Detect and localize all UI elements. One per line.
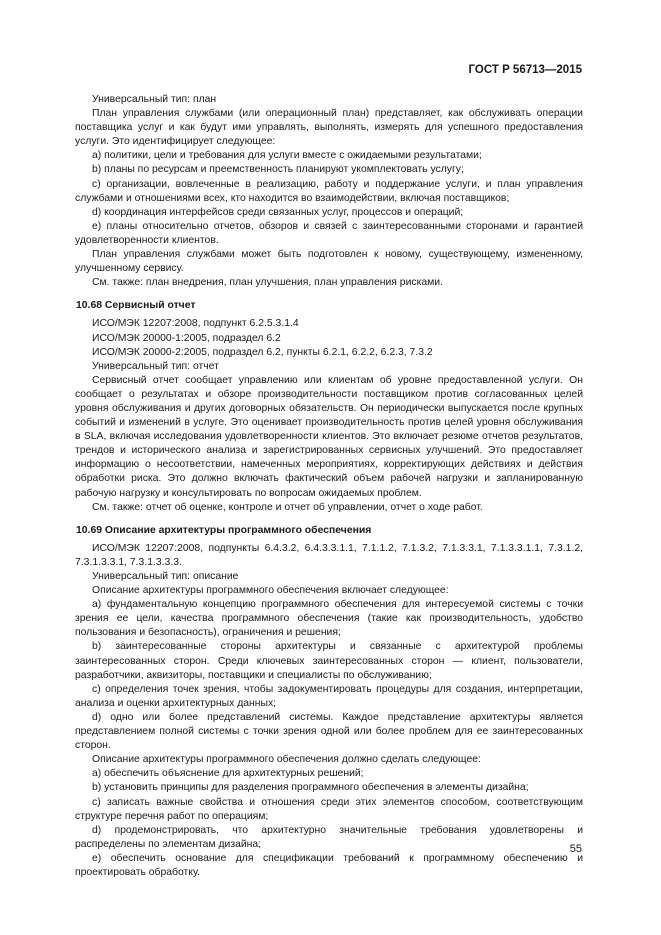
paragraph: Универсальный тип: план — [92, 94, 217, 105]
list-item: d) одно или более представлений системы. Каждое представление архитектуры является представлением полной системы с точки зрения одной или более проблем для ее заинтересованных сторон. — [75, 711, 583, 752]
paragraph: Универсальный тип: отчет — [92, 360, 219, 372]
reference: ИСО/МЭК 12207:2008, подпункты 6.4.3.2, 6.4.3.3.1.1, 7.1.1.2, 7.1.3.2, 7.1.3.3.1, 7.1.3.3.1.1, 7.3.1.2, 7.3.1.3.3.1, 7.3.1.3.3.3. — [75, 542, 583, 568]
document-id-header: ГОСТ Р 56713—2015 — [468, 64, 582, 76]
list-item: c) организации, вовлеченные в реализацию, работу и поддержание услуги, и план управления службами и отношениями всех, кто находится во взаимодействии, включая поставщиков; — [75, 178, 583, 204]
reference: ИСО/МЭК 12207:2008, подпункт 6.2.5.3.1.4 — [92, 318, 299, 330]
section-service-management-plan — [75, 93, 583, 290]
list-item: b) установить принципы для разделения программного обеспечения в элементы дизайна; — [92, 782, 529, 794]
list-item: d) продемонстрировать, что архитектурно значительные требования удовлетворены и распределены по элементам дизайна; — [75, 824, 583, 850]
list-item: a) политики, цели и требования для услуги вместе с ожидаемыми результатами; — [92, 150, 482, 162]
list-item: b) планы по ресурсам и преемственность планируют укомплектовать услугу; — [92, 164, 464, 176]
paragraph: Описание архитектуры программного обеспечения должно сделать следующее: — [92, 754, 481, 766]
list-item: e) обеспечить основание для спецификации требований к программному обеспечению и проектировать обработку. — [75, 852, 583, 878]
page-number: 55 — [569, 843, 582, 855]
section-service-report — [75, 299, 583, 514]
paragraph: Сервисный отчет сообщает управлению или клиентам об уровне предоставленной услуги. Он сообщает о результатах и обзоре производительности поставщиком против согласованных целей уровня обслуживания и других договорных обязательств. Он периодически выпускается после крупных событий и изменений в услуге. Это оценивает производительность против целей уровня обслуживания в SLA, включая исследования удовлетворенности клиентов. Это включает резюме отчетов результатов, трендов и исторического анализа и зарегистрированных сервисных улучшений. Это предоставляет информацию о несоответствии, намеченных мероприятиях, корректирующих действиях и действия обработки риска. Это должно включать фактический объем рабочей нагрузки и запланированную рабочую нагрузку и консультировать по вопросам ожидаемых проблем. — [75, 374, 583, 499]
section-heading: 10.68 Сервисный отчет — [76, 300, 196, 312]
see-also: См. также: отчет об оценке, контроле и отчет об управлении, отчет о ходе работ. — [92, 501, 483, 513]
list-item: b) заинтересованные стороны архитектуры и связанные с архитектурой проблемы заинтересованных сторон. Среди ключевых заинтересованных сторон — клиент, пользователи, разработчики, аквизиторы, поставщики и специалисты по обслуживанию; — [75, 641, 583, 681]
section-software-architecture-description — [75, 524, 583, 880]
see-also: См. также: план внедрения, план улучшения, план управления рисками. — [92, 277, 443, 289]
paragraph: Универсальный тип: описание — [92, 571, 239, 582]
page-content — [75, 93, 583, 880]
paragraph: План управления службами (или операционный план) представляет, как обслуживать операции поставщика услуг и как будут ими управлять, выполнять, измерять для успешного предоставления услуги. Это идентифицирует следующее: — [75, 108, 583, 148]
list-item: c) определения точек зрения, чтобы задокументировать процедуры для создания, интерпретации, анализа и оценки архитектурных данных; — [75, 683, 583, 709]
paragraph: Описание архитектуры программного обеспечения включает следующее: — [92, 585, 449, 597]
reference: ИСО/МЭК 20000-1:2005, подраздел 6.2 — [92, 332, 281, 344]
list-item: c) записать важные свойства и отношения среди этих элементов способом, соответствующим структуре перечня работ по операциям; — [75, 796, 583, 822]
list-item: a) фундаментальную концепцию программного обеспечения для интересуемой системы с точки зрения ее цели, качества программного обеспечения (такие как производительность, удобство пользования и безопасность), ограничения и решения; — [75, 599, 583, 639]
section-heading: 10.69 Описание архитектуры программного обеспечения — [76, 524, 372, 536]
list-item: d) координация интерфейсов среди связанных услуг, процессов и операций; — [92, 206, 464, 218]
reference: ИСО/МЭК 20000-2:2005, подраздел 6.2, пункты 6.2.1, 6.2.2, 6.2.3, 7.3.2 — [92, 346, 433, 358]
list-item: a) обеспечить объяснение для архитектурных решений; — [92, 768, 364, 780]
list-item: e) планы относительно отчетов, обзоров и связей с заинтересованными сторонами и гарантией удовлетворенности клиентов. — [75, 220, 583, 246]
paragraph: План управления службами может быть подготовлен к новому, существующему, измененному, улучшенному сервису. — [75, 249, 583, 275]
